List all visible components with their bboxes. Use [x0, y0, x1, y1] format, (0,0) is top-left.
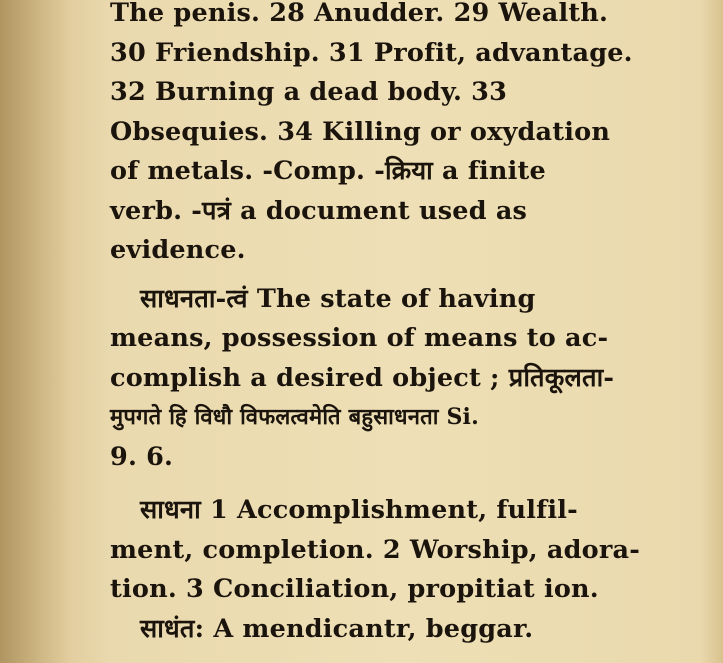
- dictionary-text-block: [110, 0, 685, 649]
- entry-sadhanta: [110, 610, 685, 650]
- entry-line: tion. 3 Conciliation, propitiat ion.: [110, 574, 599, 604]
- entry-line: 30 Friendship. 31 Profit, advantage.: [110, 37, 633, 68]
- entry-line: साधनता-त्वं The state of having: [140, 283, 536, 314]
- entry-line: evidence.: [110, 235, 246, 265]
- entry-line: 32 Burning a dead body. 33: [110, 77, 508, 107]
- entry-line: complish a desired object ; प्रतिकूलता-: [110, 362, 615, 393]
- entry-line: साधंत: A mendicantr, beggar.: [140, 613, 534, 644]
- entry-sadhana: [110, 491, 685, 610]
- entry-line: verb. -पत्रं a document used as: [110, 195, 528, 226]
- entry-spacer: [110, 271, 685, 280]
- entry-line: of metals. -Comp. -क्रिया a finite: [110, 156, 546, 186]
- entry-sadhanata: [110, 280, 685, 478]
- entry-line: Obsequies. 34 Killing or oxydation: [110, 116, 611, 147]
- entry-line: The penis. 28 Anudder. 29 Wealth.: [110, 0, 609, 28]
- entry-line: साधना 1 Accomplishment, fulfil-: [140, 495, 578, 525]
- entry-line: means, possession of means to ac-: [110, 323, 609, 353]
- entry-line: ment, completion. 2 Worship, adora-: [110, 534, 640, 565]
- entry-line: 9. 6.: [110, 441, 174, 472]
- entry-line: मुपगते हि विधौ विफलत्वमेति बहुसाधनता Si.: [110, 404, 479, 430]
- entry-sadhana-continued: [110, 0, 685, 271]
- entry-spacer: [110, 477, 685, 491]
